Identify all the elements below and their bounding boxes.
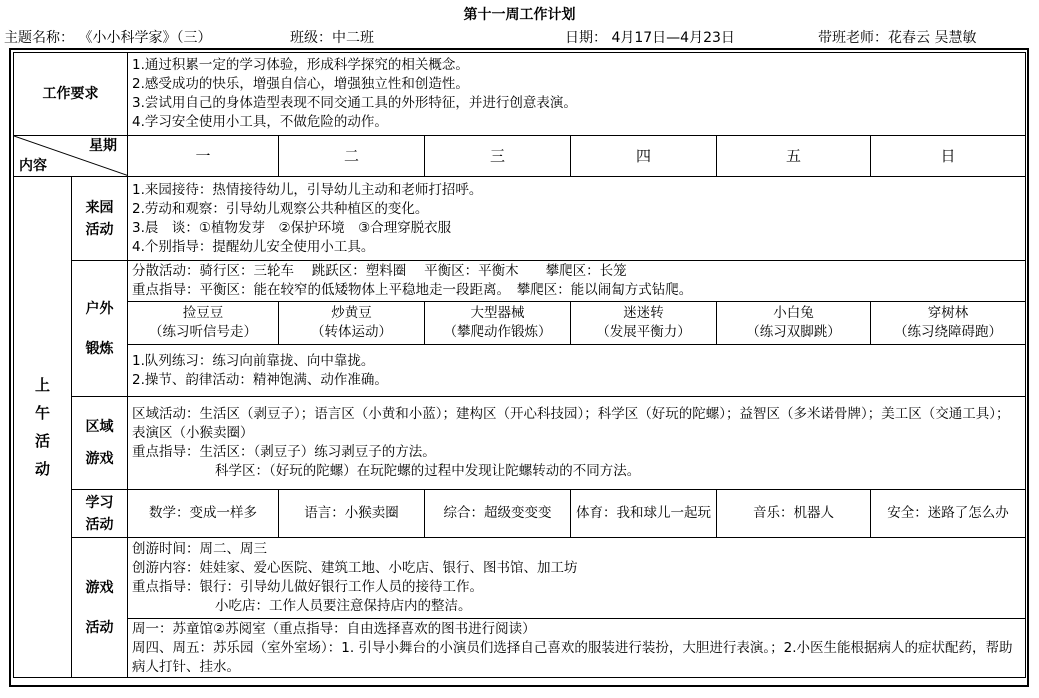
class-name: 班级：中二班 bbox=[290, 30, 374, 46]
learning-item: 音乐：机器人 bbox=[717, 490, 871, 538]
outdoor-extra-item: 1.队列练习：练习向前靠拢、向中靠拢。 bbox=[132, 352, 375, 369]
game-goal: （练习绕障碍跑） bbox=[894, 324, 1003, 340]
requirements-content bbox=[128, 53, 1026, 136]
date-range: 日期： 4月17日—4月23日 bbox=[565, 30, 735, 46]
morning-label-char: 动 bbox=[34, 460, 50, 478]
game-goal: （练习听信号走） bbox=[149, 324, 257, 340]
arrival-row bbox=[14, 177, 1026, 261]
area-content bbox=[128, 397, 1026, 490]
game-schedule bbox=[128, 619, 1026, 678]
day-header: 五 bbox=[717, 136, 871, 177]
learning-label-line: 学习 bbox=[85, 494, 114, 511]
diagonal-header-cell bbox=[14, 136, 128, 177]
learning-item: 数学：变成一样多 bbox=[128, 490, 279, 538]
game-label bbox=[72, 538, 128, 678]
game-name: 炒黄豆 bbox=[331, 305, 372, 321]
arrival-content bbox=[128, 177, 1026, 261]
arrival-label bbox=[72, 177, 128, 261]
header-info bbox=[0, 27, 1039, 47]
outdoor-label bbox=[72, 261, 128, 397]
outdoor-label-line: 锻炼 bbox=[85, 340, 114, 357]
outdoor-game bbox=[571, 302, 717, 345]
game-name: 捡豆豆 bbox=[182, 305, 224, 321]
game-name: 小白兔 bbox=[773, 305, 814, 321]
requirement-item: 1.通过积累一定的学习体验，形成科学探究的相关概念。 bbox=[132, 57, 469, 73]
game-thu-fri: 周四、周五：苏乐园（室外室场）：1. 引导小舞台的小演员们选择自己喜欢的服装进行装扮，大胆进行表演。；2.小医生能根据病人的症状配药，帮助病人打针、挂水。 bbox=[132, 639, 1013, 675]
outdoor-extra-row bbox=[14, 345, 1026, 397]
game-name: 穿树林 bbox=[927, 305, 969, 321]
day-header: 三 bbox=[425, 136, 571, 177]
outdoor-scatter-text: 分散活动：骑行区：三轮车 跳跃区：塑料圈 平衡区：平衡木 攀爬区：长笼 bbox=[132, 263, 627, 279]
morning-label-char: 午 bbox=[34, 404, 50, 422]
area-focus: 重点指导：生活区：（剥豆子）练习剥豆子的方法。 bbox=[132, 444, 436, 460]
game-label-line: 游戏 bbox=[85, 579, 114, 596]
requirements-row bbox=[14, 53, 1026, 136]
outdoor-games-row bbox=[14, 302, 1026, 345]
outdoor-extra bbox=[128, 345, 1026, 397]
morning-label-char: 活 bbox=[34, 432, 50, 450]
day-header: 日 bbox=[871, 136, 1026, 177]
game-row bbox=[14, 538, 1026, 619]
morning-activities-label bbox=[14, 177, 72, 678]
outdoor-game bbox=[871, 302, 1026, 345]
content-label: 内容 bbox=[19, 158, 47, 174]
requirement-item: 2.感受成功的快乐，增强自信心，增强独立性和创造性。 bbox=[132, 76, 469, 92]
arrival-item: 1.来园接待：热情接待幼儿，引导幼儿主动和老师打招呼。 bbox=[132, 181, 483, 198]
game-goal: （转体运动） bbox=[311, 324, 392, 340]
outdoor-extra-item: 2.操节、韵律活动：精神饱满、动作准确。 bbox=[132, 371, 388, 388]
learning-label bbox=[72, 490, 128, 538]
teachers: 带班老师：花春云 吴慧敏 bbox=[818, 30, 977, 46]
day-header: 四 bbox=[571, 136, 717, 177]
area-activities: 区域活动：生活区（剥豆子）；语言区（小黄和小蓝）；建构区（开心科技园）；科学区（好玩的陀螺）；益智区（多米诺骨牌）；美工区（交通工具）；表演区（小猴卖圈） bbox=[132, 406, 1010, 441]
outdoor-game bbox=[128, 302, 279, 345]
arrival-label-line: 活动 bbox=[85, 221, 114, 238]
area-label bbox=[72, 397, 128, 490]
learning-item: 体育：我和球儿一起玩 bbox=[571, 490, 717, 538]
game-line: 创游内容：娃娃家、爱心医院、建筑工地、小吃店、银行、图书馆、加工坊 bbox=[132, 560, 578, 576]
game-name: 迷迷转 bbox=[623, 305, 664, 321]
area-focus: 科学区：（好玩的陀螺）在玩陀螺的过程中发现让陀螺转动的不同方法。 bbox=[215, 463, 641, 479]
area-row bbox=[14, 397, 1026, 490]
weekday-header-row bbox=[14, 136, 1026, 177]
outdoor-scatter-row bbox=[14, 261, 1026, 302]
requirement-item: 3.尝试用自己的身体造型表现不同交通工具的外形特征，并进行创意表演。 bbox=[132, 95, 577, 111]
game-line: 重点指导：银行：引导幼儿做好银行工作人员的接待工作。 bbox=[132, 579, 483, 595]
game-goal: （攀爬动作锻炼） bbox=[443, 324, 552, 340]
day-header: 二 bbox=[279, 136, 425, 177]
weekly-plan-table bbox=[13, 52, 1026, 678]
learning-item: 综合：超级变变变 bbox=[425, 490, 571, 538]
game-name: 大型器械 bbox=[470, 305, 525, 321]
arrival-item: 4.个别指导：提醒幼儿安全使用小工具。 bbox=[132, 238, 375, 255]
weekday-label: 星期 bbox=[89, 138, 117, 154]
game-label-line: 活动 bbox=[85, 619, 114, 636]
game-line: 小吃店：工作人员要注意保持店内的整洁。 bbox=[215, 598, 472, 614]
day-header: 一 bbox=[128, 136, 279, 177]
learning-label-line: 活动 bbox=[85, 516, 114, 533]
game-content bbox=[128, 538, 1026, 619]
area-label-line: 区域 bbox=[85, 419, 114, 435]
outdoor-focus-text: 重点指导：平衡区：能在较窄的低矮物体上平稳地走一段距离。 攀爬区：能以闹匐方式钻爬。 bbox=[132, 282, 693, 298]
learning-item: 安全：迷路了怎么办 bbox=[871, 490, 1026, 538]
game-goal: （发展平衡力） bbox=[596, 324, 691, 340]
game-line: 创游时间：周二、周三 bbox=[132, 541, 267, 557]
morning-label-char: 上 bbox=[34, 376, 50, 394]
game-goal: （练习双脚跳） bbox=[746, 324, 841, 340]
requirement-item: 4.学习安全使用小工具，不做危险的动作。 bbox=[132, 114, 388, 130]
arrival-item: 3.晨 谈：①植物发芽 ②保护环境 ③合理穿脱衣服 bbox=[132, 219, 452, 236]
page-title: 第十一周工作计划 bbox=[463, 7, 576, 23]
learning-row bbox=[14, 490, 1026, 538]
area-label-line: 游戏 bbox=[85, 451, 114, 467]
arrival-label-line: 来园 bbox=[85, 199, 114, 216]
game-schedule-row bbox=[14, 619, 1026, 678]
outdoor-game bbox=[717, 302, 871, 345]
outdoor-game bbox=[279, 302, 425, 345]
outdoor-scatter bbox=[128, 261, 1026, 302]
requirements-label: 工作要求 bbox=[14, 53, 128, 136]
game-monday: 周一：苏童馆②苏阅室（重点指导：自由选择喜欢的图书进行阅读） bbox=[132, 620, 536, 637]
outdoor-label-line: 户外 bbox=[85, 300, 114, 317]
arrival-item: 2.劳动和观察：引导幼儿观察公共种植区的变化。 bbox=[132, 200, 429, 217]
outdoor-game bbox=[425, 302, 571, 345]
theme-name: 主题名称： 《小小科学家》（三） bbox=[4, 30, 212, 46]
learning-item: 语言：小猴卖圈 bbox=[279, 490, 425, 538]
